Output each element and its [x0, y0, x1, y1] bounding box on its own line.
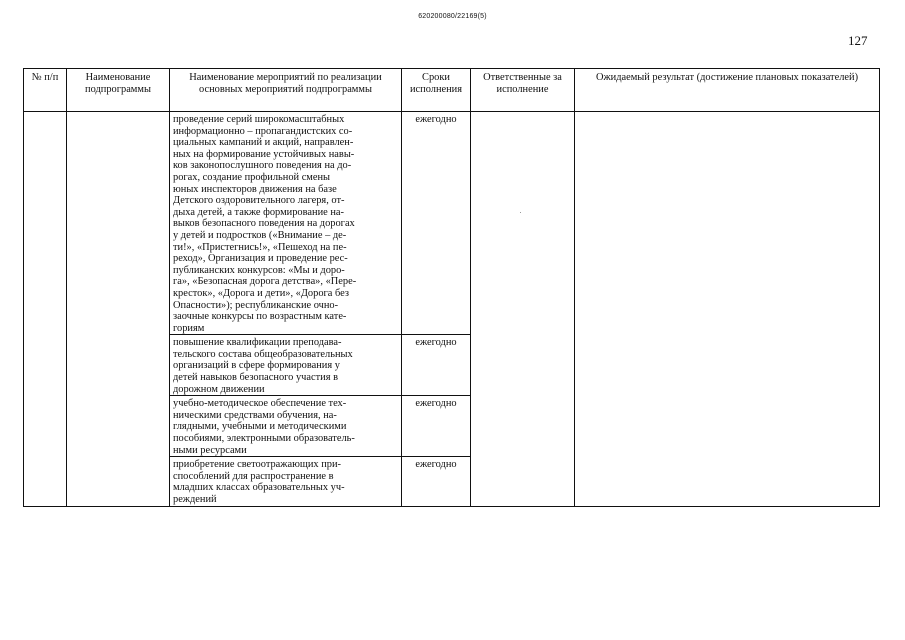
- activity-line: циальных кампаний и акций, направлен-: [173, 137, 354, 149]
- activity-line: публиканских конкурсов: «Мы и доро-: [173, 264, 345, 276]
- result-cell: [575, 112, 880, 507]
- deadline-cell: ежегодно: [402, 457, 471, 506]
- activity-line: дорожном движении: [173, 383, 265, 395]
- table-header-row: [24, 69, 880, 112]
- activity-cell: [170, 396, 402, 457]
- activity-line: детей навыков безопасного участия в: [173, 372, 338, 384]
- deadline-cell: ежегодно: [402, 335, 471, 396]
- activity-cell: [170, 112, 402, 335]
- document-id: 620200080/22169(5): [418, 13, 487, 20]
- page-number: 127: [848, 33, 868, 48]
- header-result: Ожидаемый результат (достижение плановых показателей): [575, 69, 880, 112]
- activity-line: глядными, учебными и методическими: [173, 421, 347, 433]
- activity-line: пособиями, электронными образователь-: [173, 433, 355, 445]
- activity-line: га», «Безопасная дорога детства», «Пере-: [173, 276, 357, 288]
- activity-line: организаций в сфере формирования у: [173, 360, 340, 372]
- deadline-cell: ежегодно: [402, 396, 471, 457]
- activity-line: ных на формирование устойчивых навы-: [173, 148, 355, 160]
- subprogram-cell: [67, 112, 170, 507]
- header-subprogram: Наименование подпрограммы: [67, 69, 170, 112]
- activity-line: дыха детей, а также формирование на-: [173, 206, 344, 218]
- num-cell: [24, 112, 67, 507]
- activity-line: ков законопослушного поведения на до-: [173, 160, 352, 172]
- activity-line: кресток», «Дорога и дети», «Дорога без: [173, 287, 349, 299]
- activity-line: Детского оздоровительного лагеря, от-: [173, 195, 345, 207]
- activity-line: младших классах образовательных уч-: [173, 482, 345, 494]
- header-activities: Наименование мероприятий по реализации основных мероприятий подпрограммы: [170, 69, 402, 112]
- activity-line: рогах, создание профильной смены: [173, 171, 331, 183]
- activity-line: проведение серий широкомасштабных: [173, 114, 345, 125]
- activity-line: ническими средствами обучения, на-: [173, 409, 337, 421]
- activity-line: ти!», «Пристегнись!», «Пешеход на пе-: [173, 241, 347, 253]
- activity-line: ными ресурсами: [173, 444, 247, 456]
- plan-table: [23, 68, 880, 507]
- scan-speck: [520, 212, 521, 213]
- activity-line: гориям: [173, 322, 205, 334]
- deadline-cell: ежегодно: [402, 112, 471, 335]
- activity-cell: [170, 335, 402, 396]
- table-row: [24, 112, 880, 335]
- header-deadlines: Сроки исполнения: [402, 69, 471, 112]
- responsible-cell: [471, 112, 575, 507]
- activity-line: информационно – пропагандистских со-: [173, 125, 353, 137]
- activity-line: юных инспекторов движения на базе: [173, 183, 337, 195]
- activity-line: учебно-методическое обеспечение тех-: [173, 398, 347, 410]
- activity-line: реход», Организация и проведение рес-: [173, 253, 348, 265]
- activity-line: Опасности»); республиканские очно-: [173, 299, 339, 311]
- activity-cell: [170, 457, 402, 506]
- activity-line: реждений: [173, 494, 217, 505]
- activity-line: повышение квалификации преподава-: [173, 337, 342, 349]
- activity-line: у детей и подростков («Внимание – де-: [173, 229, 347, 241]
- activity-line: заочные конкурсы по возрастным кате-: [173, 311, 347, 323]
- activity-line: тельского состава общеобразовательных: [173, 348, 353, 360]
- header-responsible: Ответственные за исполнение: [471, 69, 575, 112]
- activity-line: способлений для распространение в: [173, 470, 334, 482]
- activity-line: приобретение светоотражающих при-: [173, 459, 341, 471]
- activity-line: выков безопасного поведения на дорогах: [173, 218, 355, 230]
- header-num: № п/п: [24, 69, 67, 112]
